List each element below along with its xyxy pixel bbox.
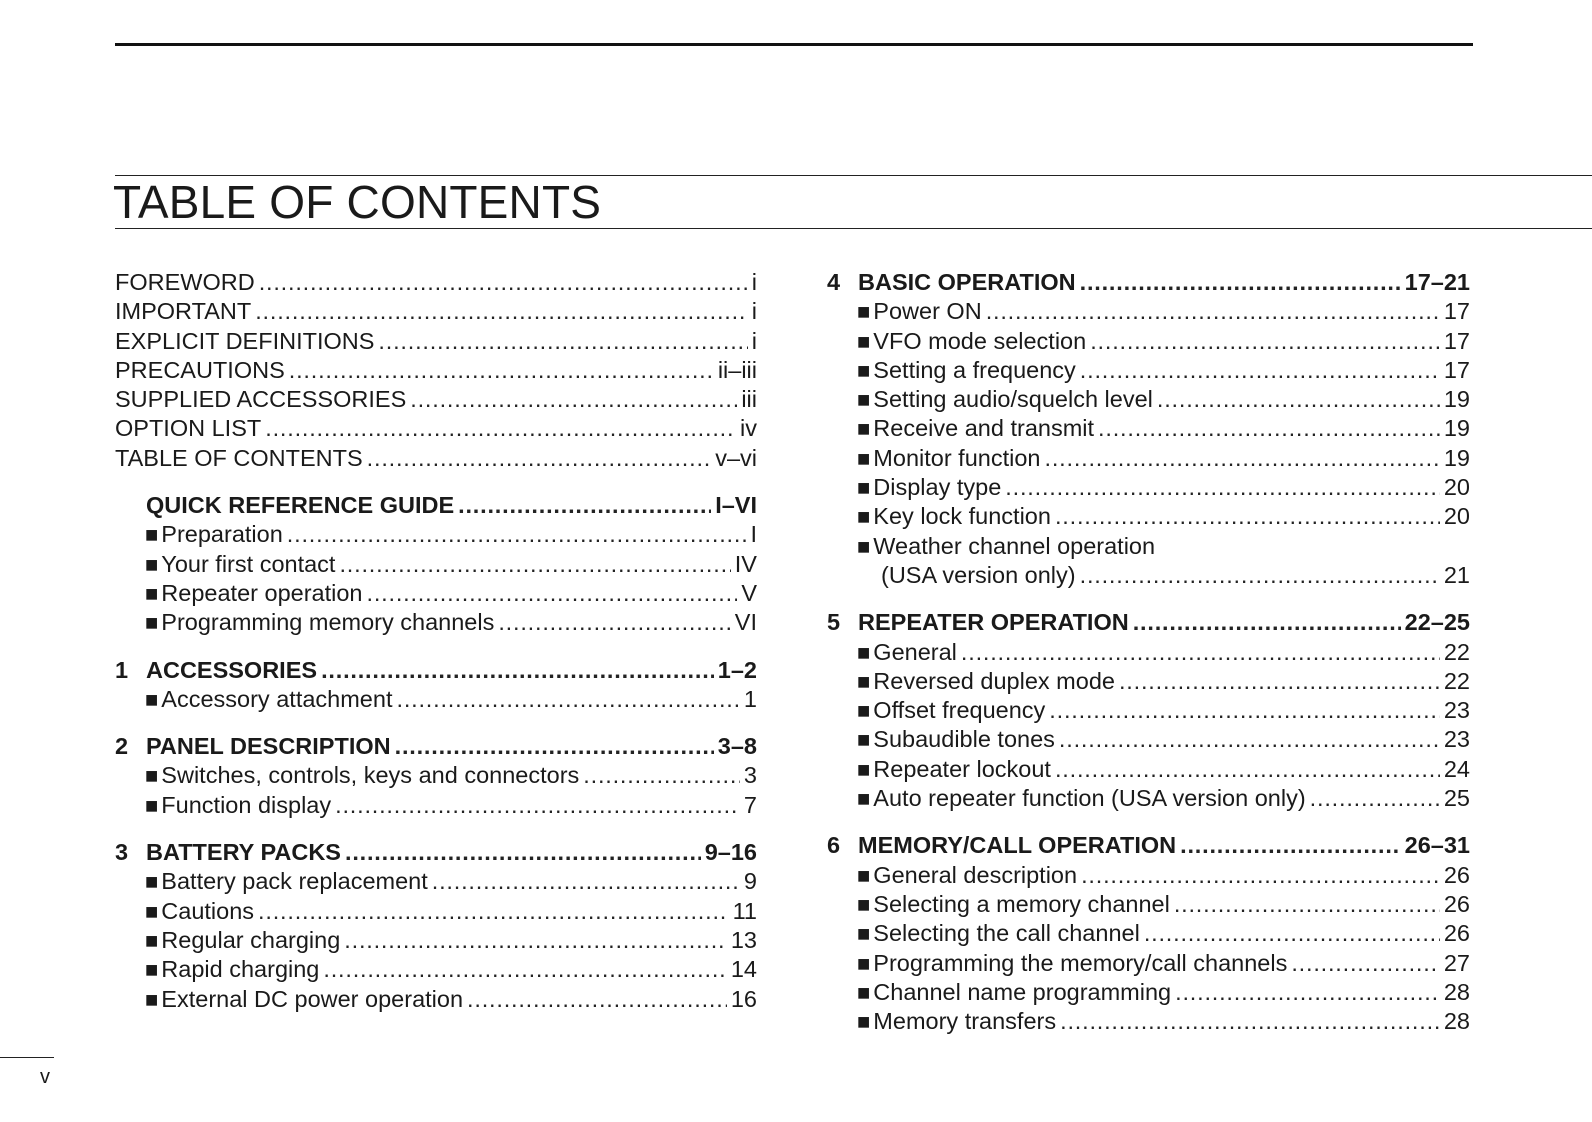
dot-leader xyxy=(986,297,1440,326)
square-bullet-icon: ■ xyxy=(857,357,871,383)
entry-page-ref: i xyxy=(751,269,757,295)
entry-page-ref: 23 xyxy=(1443,726,1470,753)
square-bullet-icon: ■ xyxy=(857,416,871,442)
dot-leader xyxy=(1081,861,1440,890)
dot-leader xyxy=(410,385,737,414)
entry-title: Offset frequency xyxy=(873,697,1046,724)
entry-title: Function display xyxy=(161,791,332,818)
square-bullet-icon: ■ xyxy=(145,792,159,818)
entry-title: TABLE OF CONTENTS xyxy=(115,444,363,471)
toc-section-heading xyxy=(115,491,757,520)
entry-page-ref: 26–31 xyxy=(1404,832,1470,859)
entry-page-ref: 25 xyxy=(1443,785,1470,812)
entry-page-ref: 26 xyxy=(1443,920,1470,947)
entry-title: Monitor function xyxy=(873,444,1041,471)
dot-leader xyxy=(259,268,748,297)
dot-leader xyxy=(1175,978,1440,1007)
entry-title: VFO mode selection xyxy=(873,327,1087,354)
entry-page-ref: v–vi xyxy=(715,444,757,471)
toc-entry xyxy=(115,385,757,414)
entry-page-ref: 14 xyxy=(730,956,757,983)
square-bullet-icon: ■ xyxy=(145,551,159,577)
dot-leader xyxy=(583,761,740,790)
entry-page-ref: 21 xyxy=(1443,561,1470,588)
entry-page-ref: 9 xyxy=(743,868,757,895)
dot-leader xyxy=(1080,561,1440,590)
entry-page-ref: 3 xyxy=(743,762,757,789)
dot-leader xyxy=(367,444,712,473)
toc-entry xyxy=(827,473,1470,502)
entry-title: Accessory attachment xyxy=(161,685,393,712)
toc-entry xyxy=(827,561,1470,590)
toc-entry xyxy=(827,356,1470,385)
square-bullet-icon: ■ xyxy=(145,898,159,924)
entry-page-ref: I–VI xyxy=(715,492,757,519)
square-bullet-icon: ■ xyxy=(857,756,871,782)
square-bullet-icon: ■ xyxy=(857,891,871,917)
toc-entry xyxy=(827,696,1470,725)
toc-entry xyxy=(115,297,757,326)
page-corner-rule xyxy=(0,1057,54,1058)
entry-title: BASIC OPERATION xyxy=(858,269,1076,295)
dot-leader xyxy=(1119,667,1440,696)
square-bullet-icon: ■ xyxy=(145,686,159,712)
entry-title: Channel name programming xyxy=(873,978,1172,1005)
entry-page-ref: 27 xyxy=(1443,949,1470,976)
section-number: 2 xyxy=(115,733,129,760)
entry-title: Repeater operation xyxy=(161,579,363,606)
dot-leader xyxy=(1090,327,1440,356)
page-title: TABLE OF CONTENTS xyxy=(113,176,602,228)
toc-entry xyxy=(827,414,1470,443)
dot-leader xyxy=(323,955,726,984)
square-bullet-icon: ■ xyxy=(857,445,871,471)
entry-title: PRECAUTIONS xyxy=(115,356,285,383)
entry-title: Selecting the call channel xyxy=(873,920,1140,947)
entry-title: General xyxy=(873,638,957,665)
square-bullet-icon: ■ xyxy=(145,763,159,789)
dot-leader xyxy=(339,550,730,579)
square-bullet-icon: ■ xyxy=(857,921,871,947)
entry-title: Power ON xyxy=(873,298,982,325)
entry-title: Reversed duplex mode xyxy=(873,667,1115,694)
entry-page-ref: 1 xyxy=(743,685,757,712)
page-number: v xyxy=(40,1066,50,1088)
toc-section-heading xyxy=(827,268,1470,297)
toc-entry xyxy=(115,761,757,790)
square-bullet-icon: ■ xyxy=(145,957,159,983)
dot-leader xyxy=(335,791,740,820)
top-rule xyxy=(115,43,1473,46)
entry-title: EXPLICIT DEFINITIONS xyxy=(115,327,375,354)
entry-title: (USA version only) xyxy=(881,561,1076,588)
square-bullet-icon: ■ xyxy=(145,986,159,1012)
square-bullet-icon: ■ xyxy=(145,869,159,895)
entry-page-ref: 23 xyxy=(1443,697,1470,724)
entry-page-ref: 26 xyxy=(1443,890,1470,917)
toc-entry xyxy=(115,985,757,1014)
square-bullet-icon: ■ xyxy=(857,950,871,976)
toc-entry xyxy=(115,867,757,896)
section-number: 6 xyxy=(827,832,841,859)
entry-title: Setting a frequency xyxy=(873,356,1076,383)
dot-leader xyxy=(961,638,1440,667)
square-bullet-icon: ■ xyxy=(857,533,871,559)
entry-title: Regular charging xyxy=(161,926,341,953)
dot-leader xyxy=(1144,919,1440,948)
toc-entry xyxy=(827,444,1470,473)
square-bullet-icon: ■ xyxy=(857,698,871,724)
entry-title: PANEL DESCRIPTION xyxy=(146,733,391,760)
toc-section-heading xyxy=(115,656,757,685)
entry-title: Battery pack replacement xyxy=(161,868,428,895)
entry-title: MEMORY/CALL OPERATION xyxy=(858,832,1177,859)
square-bullet-icon: ■ xyxy=(145,522,159,548)
entry-title: Key lock function xyxy=(873,503,1051,530)
square-bullet-icon: ■ xyxy=(857,328,871,354)
toc-entry xyxy=(827,755,1470,784)
entry-page-ref: 26 xyxy=(1443,861,1470,888)
entry-page-ref: 22 xyxy=(1443,667,1470,694)
entry-title: Display type xyxy=(873,474,1002,501)
toc-section-heading xyxy=(115,838,757,867)
dot-leader xyxy=(396,685,739,714)
entry-title: Switches, controls, keys and connectors xyxy=(161,762,580,789)
toc-entry xyxy=(827,502,1470,531)
toc-entry xyxy=(827,297,1470,326)
entry-title: SUPPLIED ACCESSORIES xyxy=(115,386,407,413)
dot-leader xyxy=(321,656,714,685)
dot-leader xyxy=(1045,444,1440,473)
entry-page-ref: 17 xyxy=(1443,356,1470,383)
entry-title: ACCESSORIES xyxy=(146,656,318,683)
square-bullet-icon: ■ xyxy=(857,668,871,694)
square-bullet-icon: ■ xyxy=(857,504,871,530)
dot-leader xyxy=(467,985,727,1014)
entry-page-ref: 13 xyxy=(730,926,757,953)
dot-leader xyxy=(1060,1007,1440,1036)
dot-leader xyxy=(1291,949,1440,978)
square-bullet-icon: ■ xyxy=(145,610,159,636)
toc-entry xyxy=(115,926,757,955)
entry-title: Weather channel operation xyxy=(873,532,1156,559)
entry-title: QUICK REFERENCE GUIDE xyxy=(146,492,455,519)
dot-leader xyxy=(432,867,740,896)
dot-leader xyxy=(1133,608,1401,637)
entry-page-ref: 1–2 xyxy=(717,656,757,683)
entry-title: FOREWORD xyxy=(115,269,255,295)
toc-entry xyxy=(827,949,1470,978)
entry-page-ref: 3–8 xyxy=(717,733,757,760)
toc-entry xyxy=(115,608,757,637)
dot-leader xyxy=(1157,385,1440,414)
section-number: 1 xyxy=(115,656,129,683)
toc-left-column xyxy=(115,268,757,1014)
dot-leader xyxy=(1080,268,1401,297)
dot-leader xyxy=(345,838,701,867)
toc-entry xyxy=(115,791,757,820)
toc-entry xyxy=(115,414,757,443)
square-bullet-icon: ■ xyxy=(857,727,871,753)
section-number: 4 xyxy=(827,269,841,295)
entry-page-ref: 9–16 xyxy=(704,839,757,866)
entry-title: REPEATER OPERATION xyxy=(858,609,1129,636)
entry-title: Receive and transmit xyxy=(873,415,1095,442)
dot-leader xyxy=(1059,725,1440,754)
toc-entry xyxy=(115,356,757,385)
toc-entry xyxy=(827,638,1470,667)
dot-leader xyxy=(344,926,727,955)
square-bullet-icon: ■ xyxy=(857,979,871,1005)
dot-leader xyxy=(258,897,729,926)
toc-section-heading xyxy=(827,608,1470,637)
entry-page-ref: ii–iii xyxy=(717,356,757,383)
entry-page-ref: 16 xyxy=(730,985,757,1012)
toc-entry xyxy=(827,725,1470,754)
dot-leader xyxy=(458,491,711,520)
entry-page-ref: VI xyxy=(734,609,757,636)
toc-entry xyxy=(827,784,1470,813)
square-bullet-icon: ■ xyxy=(857,1009,871,1035)
toc-entry xyxy=(827,385,1470,414)
entry-page-ref: 17–21 xyxy=(1404,269,1470,295)
dot-leader xyxy=(255,297,748,326)
dot-leader xyxy=(1005,473,1440,502)
square-bullet-icon: ■ xyxy=(857,387,871,413)
dot-leader xyxy=(367,579,738,608)
section-number: 3 xyxy=(115,839,129,866)
entry-title: Programming the memory/call channels xyxy=(873,949,1288,976)
entry-page-ref: 7 xyxy=(743,791,757,818)
entry-page-ref: 19 xyxy=(1443,415,1470,442)
entry-page-ref: iv xyxy=(740,415,757,442)
entry-page-ref: 17 xyxy=(1443,327,1470,354)
entry-page-ref: 19 xyxy=(1443,386,1470,413)
entry-title: Setting audio/squelch level xyxy=(873,386,1153,413)
title-rule-bottom xyxy=(115,228,1592,229)
dot-leader xyxy=(1180,831,1401,860)
entry-title: Rapid charging xyxy=(161,956,320,983)
dot-leader xyxy=(1098,414,1440,443)
entry-page-ref: 24 xyxy=(1443,755,1470,782)
toc-entry xyxy=(115,327,757,356)
toc-entry xyxy=(115,268,757,297)
dot-leader xyxy=(1174,890,1440,919)
entry-page-ref: 22–25 xyxy=(1404,609,1470,636)
entry-page-ref: 17 xyxy=(1443,298,1470,325)
square-bullet-icon: ■ xyxy=(145,580,159,606)
entry-page-ref: 22 xyxy=(1443,638,1470,665)
toc-section-heading xyxy=(827,831,1470,860)
entry-title: General description xyxy=(873,861,1078,888)
entry-title: OPTION LIST xyxy=(115,415,262,442)
entry-title: Programming memory channels xyxy=(161,609,495,636)
toc-entry xyxy=(827,890,1470,919)
toc-entry xyxy=(827,667,1470,696)
toc-section-heading xyxy=(115,732,757,761)
toc-entry xyxy=(827,532,1470,561)
entry-page-ref: 28 xyxy=(1443,1008,1470,1035)
toc-entry xyxy=(115,897,757,926)
toc-entry xyxy=(827,919,1470,948)
square-bullet-icon: ■ xyxy=(857,475,871,501)
section-number: 5 xyxy=(827,609,841,636)
entry-title: Cautions xyxy=(161,897,255,924)
dot-leader xyxy=(378,327,747,356)
dot-leader xyxy=(395,732,714,761)
toc-entry xyxy=(115,579,757,608)
entry-page-ref: i xyxy=(751,327,757,354)
entry-title: Subaudible tones xyxy=(873,726,1055,753)
toc-entry xyxy=(115,955,757,984)
square-bullet-icon: ■ xyxy=(857,639,871,665)
dot-leader xyxy=(265,414,736,443)
square-bullet-icon: ■ xyxy=(857,786,871,812)
entry-page-ref: 11 xyxy=(732,897,757,924)
entry-page-ref: 28 xyxy=(1443,978,1470,1005)
entry-title: Auto repeater function (USA version only) xyxy=(873,785,1306,812)
entry-title: External DC power operation xyxy=(161,985,464,1012)
square-bullet-icon: ■ xyxy=(857,299,871,325)
entry-title: IMPORTANT xyxy=(115,298,252,325)
square-bullet-icon: ■ xyxy=(145,927,159,953)
toc-entry xyxy=(827,327,1470,356)
dot-leader xyxy=(1055,755,1440,784)
entry-title: Selecting a memory channel xyxy=(873,890,1170,917)
dot-leader xyxy=(1080,356,1440,385)
entry-page-ref: 20 xyxy=(1443,503,1470,530)
entry-title: Memory transfers xyxy=(873,1008,1057,1035)
toc-entry xyxy=(115,444,757,473)
dot-leader xyxy=(287,520,747,549)
entry-page-ref: 19 xyxy=(1443,444,1470,471)
entry-page-ref: i xyxy=(751,298,757,325)
entry-title: Preparation xyxy=(161,521,283,548)
entry-page-ref: V xyxy=(741,579,757,606)
entry-title: Repeater lockout xyxy=(873,755,1051,782)
toc-entry xyxy=(115,685,757,714)
toc-right-column xyxy=(827,268,1470,1036)
entry-page-ref: I xyxy=(750,521,757,548)
dot-leader xyxy=(498,608,730,637)
toc-entry xyxy=(827,978,1470,1007)
entry-title: BATTERY PACKS xyxy=(146,839,341,866)
entry-page-ref: IV xyxy=(734,550,757,577)
toc-entry xyxy=(827,861,1470,890)
square-bullet-icon: ■ xyxy=(857,862,871,888)
dot-leader xyxy=(1055,502,1440,531)
entry-page-ref: 20 xyxy=(1443,474,1470,501)
toc-entry xyxy=(115,520,757,549)
entry-page-ref: iii xyxy=(741,386,757,413)
toc-entry xyxy=(115,550,757,579)
dot-leader xyxy=(1049,696,1440,725)
dot-leader xyxy=(289,356,714,385)
toc-entry xyxy=(827,1007,1470,1036)
entry-title: Your first contact xyxy=(161,550,336,577)
dot-leader xyxy=(1310,784,1440,813)
